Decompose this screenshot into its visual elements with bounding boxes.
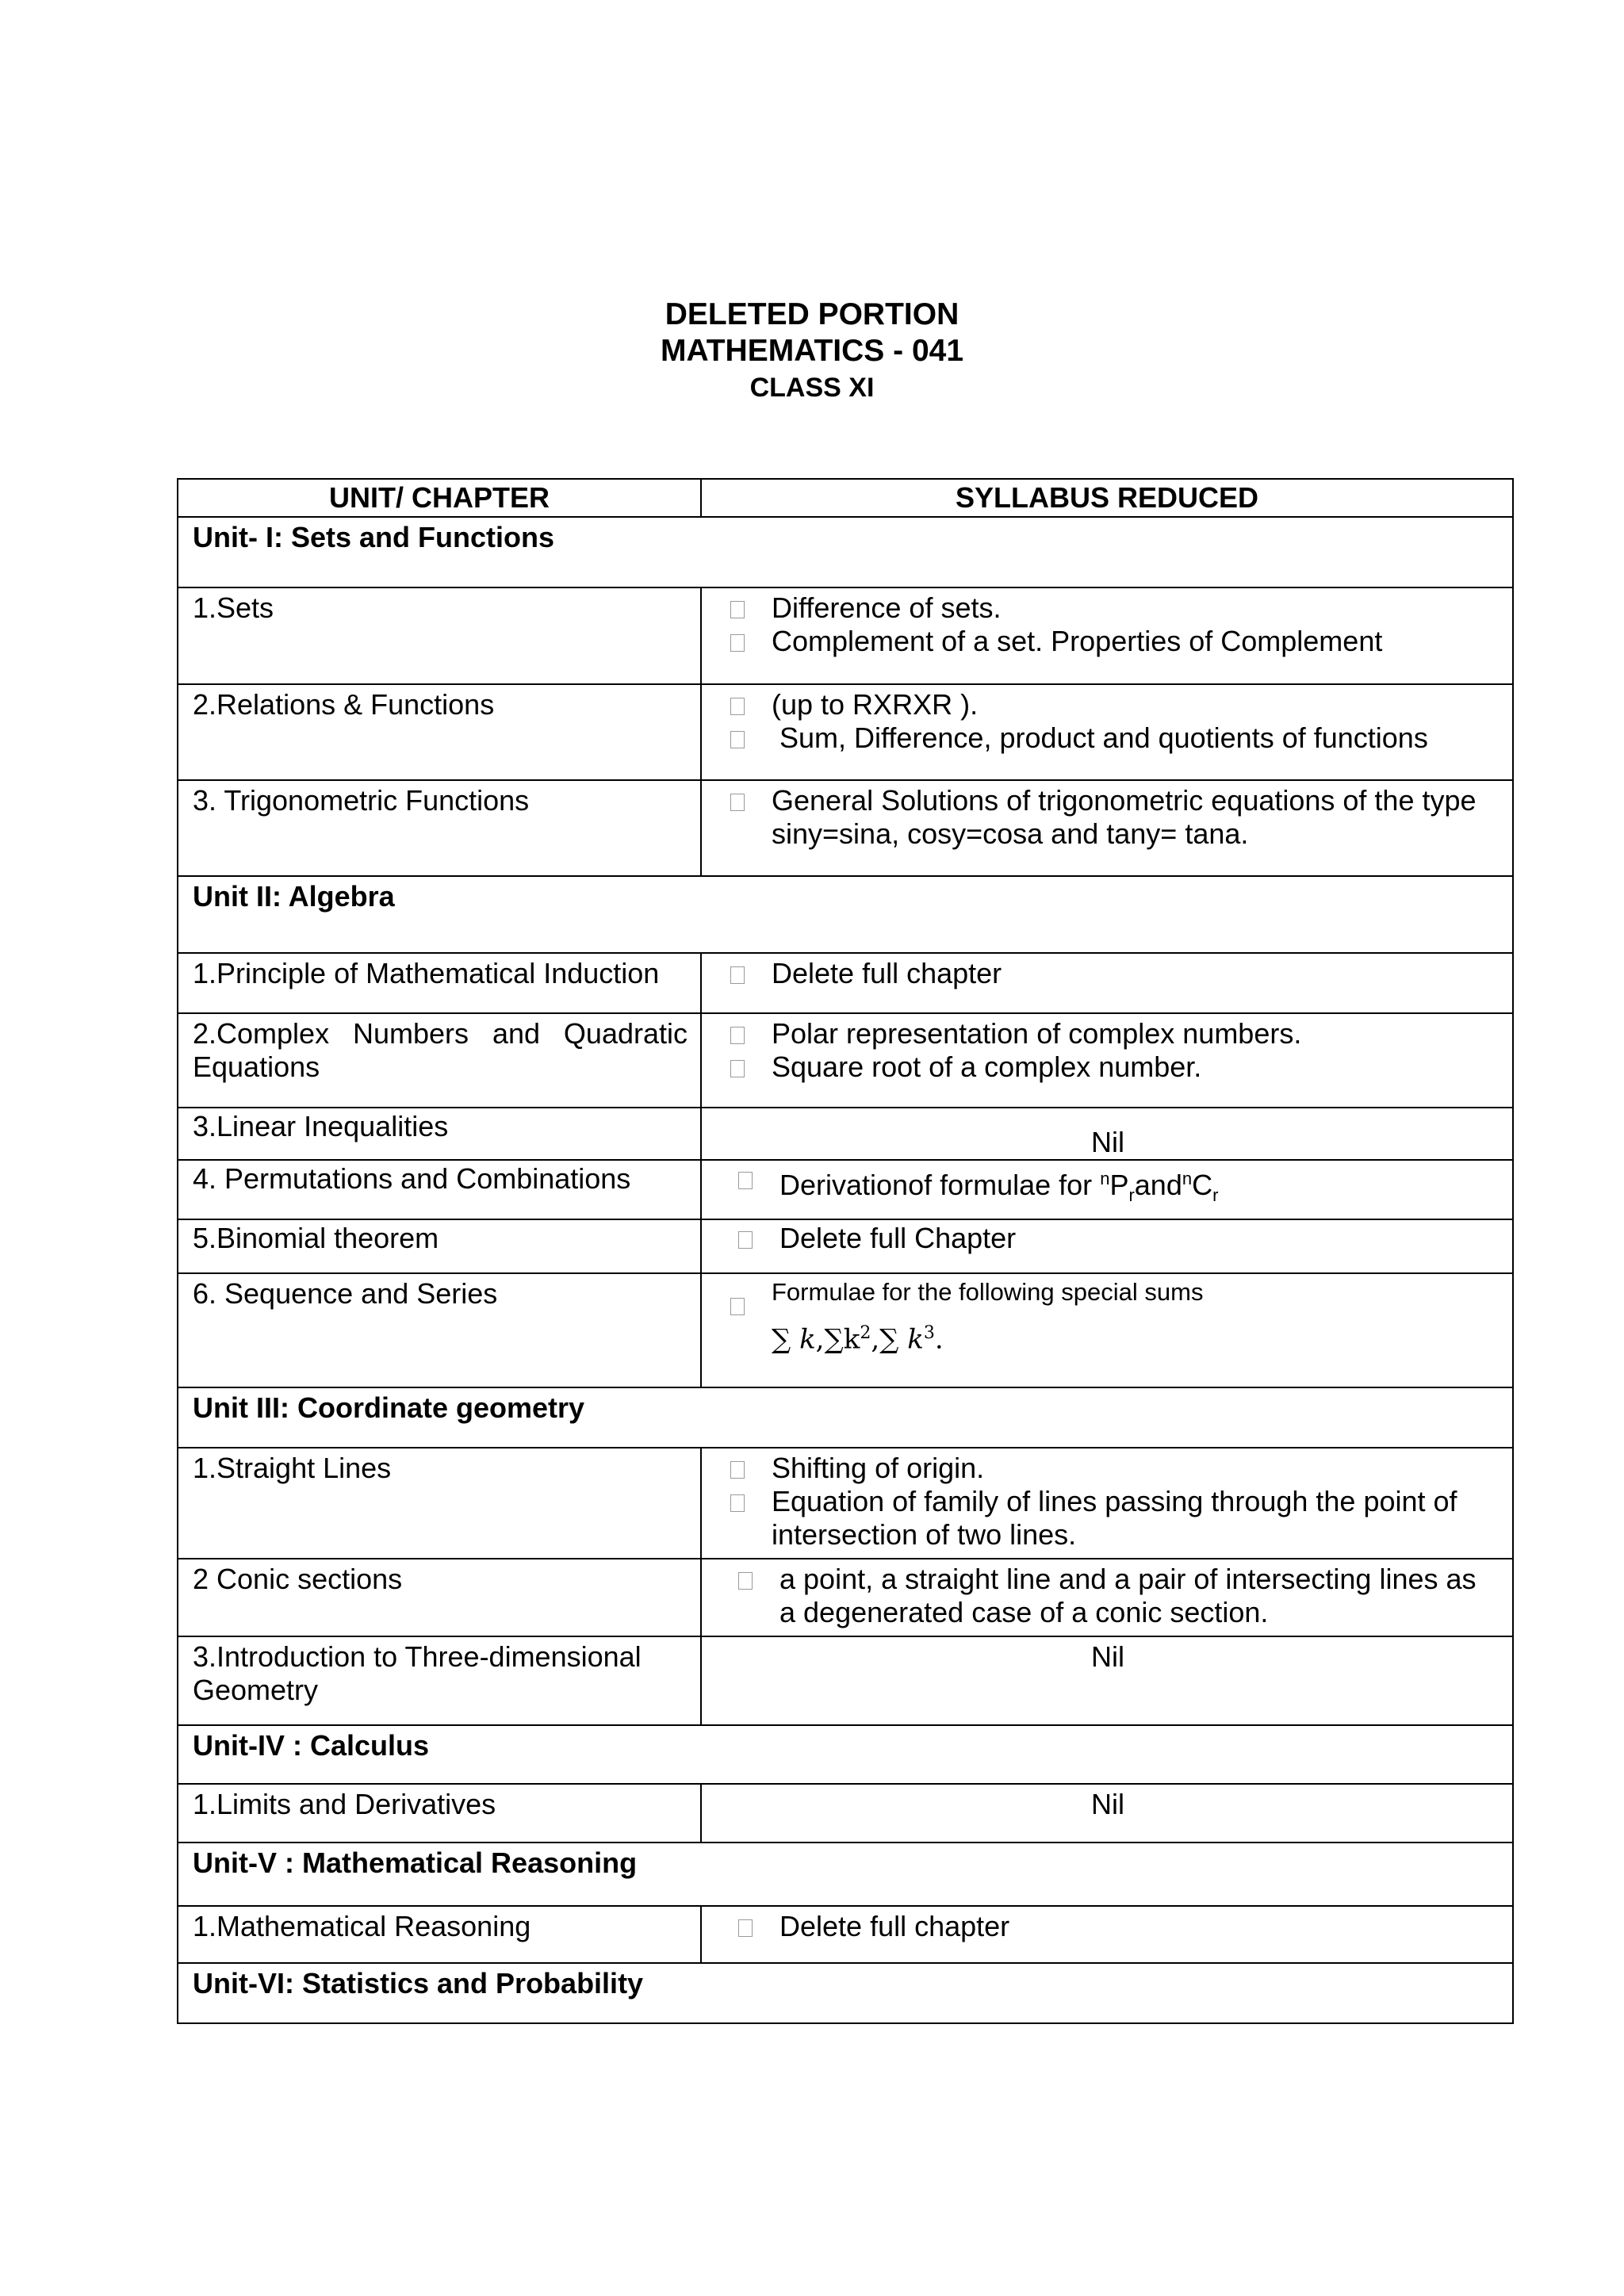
- bullet-icon: [730, 698, 745, 715]
- chapter-cell: 5.Binomial theorem: [178, 1219, 701, 1273]
- list-item: Formulae for the following special sums ∑ $𝑘,\sum k^2,\sum$ 𝑘$^3$.: [772, 1277, 1500, 1356]
- list-item: a point, a straight line and a pair of intersecting lines as a degenerated case of a conic section.: [779, 1563, 1500, 1629]
- list-item: Square root of a complex number.: [772, 1050, 1500, 1084]
- syllabus-cell: [701, 953, 1513, 1013]
- bullet-icon: [730, 1298, 745, 1315]
- table-row: [178, 684, 1513, 780]
- unit-row: [178, 876, 1513, 953]
- unit-row: [178, 1725, 1513, 1784]
- list-item: General Solutions of trigonometric equations of the type siny=sina, cosy=cosa and tany= tana.: [772, 784, 1500, 851]
- table-row: [178, 1906, 1513, 1963]
- bullet-icon: [730, 1060, 745, 1077]
- col-header-syllabus: SYLLABUS REDUCED: [701, 479, 1513, 517]
- table-header-row: [178, 479, 1513, 517]
- list-item: Polar representation of complex numbers.: [772, 1017, 1500, 1050]
- syllabus-cell: Nil: [701, 1784, 1513, 1843]
- list-item: Delete full chapter: [772, 957, 1500, 990]
- table-row: [178, 1273, 1513, 1387]
- bullet-icon: [730, 731, 745, 748]
- table-row: [178, 1784, 1513, 1843]
- list-item: Shifting of origin.: [772, 1452, 1500, 1485]
- heading-subject: MATHEMATICS - 041: [660, 334, 964, 368]
- syllabus-cell: [701, 1559, 1513, 1636]
- heading-class: CLASS XI: [749, 373, 875, 403]
- unit-title: Unit-IV : Calculus: [178, 1725, 1513, 1784]
- unit-title: Unit II: Algebra: [178, 876, 1513, 953]
- syllabus-cell: [701, 587, 1513, 684]
- bullet-icon: [730, 966, 745, 984]
- document-heading: [0, 297, 1624, 406]
- table-row: [178, 1448, 1513, 1559]
- chapter-cell: 3.Introduction to Three-dimensional Geometry: [178, 1636, 701, 1725]
- table-row: [178, 953, 1513, 1013]
- col-header-chapter: UNIT/ CHAPTER: [178, 479, 701, 517]
- syllabus-cell: Nil: [701, 1108, 1513, 1160]
- bullet-icon: [738, 1172, 753, 1189]
- chapter-cell: 6. Sequence and Series: [178, 1273, 701, 1387]
- chapter-cell: 1.Mathematical Reasoning: [178, 1906, 701, 1963]
- list-item: Equation of family of lines passing through the point of intersection of two lines.: [772, 1485, 1500, 1552]
- list-item: Sum, Difference, product and quotients of functions: [772, 721, 1500, 755]
- list-item: Delete full Chapter: [779, 1222, 1500, 1255]
- list-item: (up to RXRXR ).: [772, 688, 1500, 721]
- syllabus-cell: [701, 780, 1513, 876]
- bullet-icon: [730, 1461, 745, 1479]
- chapter-cell: 3. Trigonometric Functions: [178, 780, 701, 876]
- bullet-icon: [738, 1572, 753, 1590]
- table-row: [178, 587, 1513, 684]
- unit-row: [178, 517, 1513, 587]
- syllabus-cell: Nil: [701, 1636, 1513, 1725]
- chapter-cell: 2.Complex Numbers and Quadratic Equations: [178, 1013, 701, 1108]
- chapter-cell: 3.Linear Inequalities: [178, 1108, 701, 1160]
- chapter-cell: 4. Permutations and Combinations: [178, 1160, 701, 1219]
- chapter-cell: 1.Limits and Derivatives: [178, 1784, 701, 1843]
- list-item: Delete full chapter: [779, 1910, 1500, 1943]
- unit-title: Unit-V : Mathematical Reasoning: [178, 1843, 1513, 1906]
- chapter-cell: 2 Conic sections: [178, 1559, 701, 1636]
- bullet-icon: [730, 794, 745, 811]
- chapter-cell: 2.Relations & Functions: [178, 684, 701, 780]
- list-item: Complement of a set. Properties of Complement: [772, 625, 1500, 658]
- table-row: [178, 780, 1513, 876]
- syllabus-table: [177, 478, 1514, 2024]
- table-row: [178, 1636, 1513, 1725]
- bullet-icon: [738, 1231, 753, 1249]
- unit-row: [178, 1843, 1513, 1906]
- chapter-cell: 1.Sets: [178, 587, 701, 684]
- bullet-icon: [738, 1919, 753, 1937]
- syllabus-cell: [701, 1160, 1513, 1219]
- bullet-icon: [730, 1494, 745, 1512]
- syllabus-cell: [701, 1273, 1513, 1387]
- chapter-cell: 1.Principle of Mathematical Induction: [178, 953, 701, 1013]
- unit-title: Unit III: Coordinate geometry: [178, 1387, 1513, 1448]
- syllabus-cell: [701, 1448, 1513, 1559]
- unit-row: [178, 1963, 1513, 2023]
- table-row: [178, 1219, 1513, 1273]
- table-row: [178, 1160, 1513, 1219]
- unit-row: [178, 1387, 1513, 1448]
- bullet-icon: [730, 601, 745, 618]
- syllabus-cell: [701, 1219, 1513, 1273]
- syllabus-cell: [701, 1906, 1513, 1963]
- bullet-icon: [730, 1027, 745, 1044]
- heading-title: DELETED PORTION: [665, 297, 959, 331]
- table-row: [178, 1013, 1513, 1108]
- chapter-cell: 1.Straight Lines: [178, 1448, 701, 1559]
- list-item: Difference of sets.: [772, 591, 1500, 625]
- table-row: [178, 1559, 1513, 1636]
- table-row: [178, 1108, 1513, 1160]
- unit-title: Unit- I: Sets and Functions: [178, 517, 1513, 587]
- bullet-icon: [730, 634, 745, 652]
- syllabus-cell: [701, 1013, 1513, 1108]
- unit-title: Unit-VI: Statistics and Probability: [178, 1963, 1513, 2023]
- syllabus-cell: [701, 684, 1513, 780]
- list-item: Derivationof formulae for $^nP_rand^nC_r$: [779, 1162, 1500, 1212]
